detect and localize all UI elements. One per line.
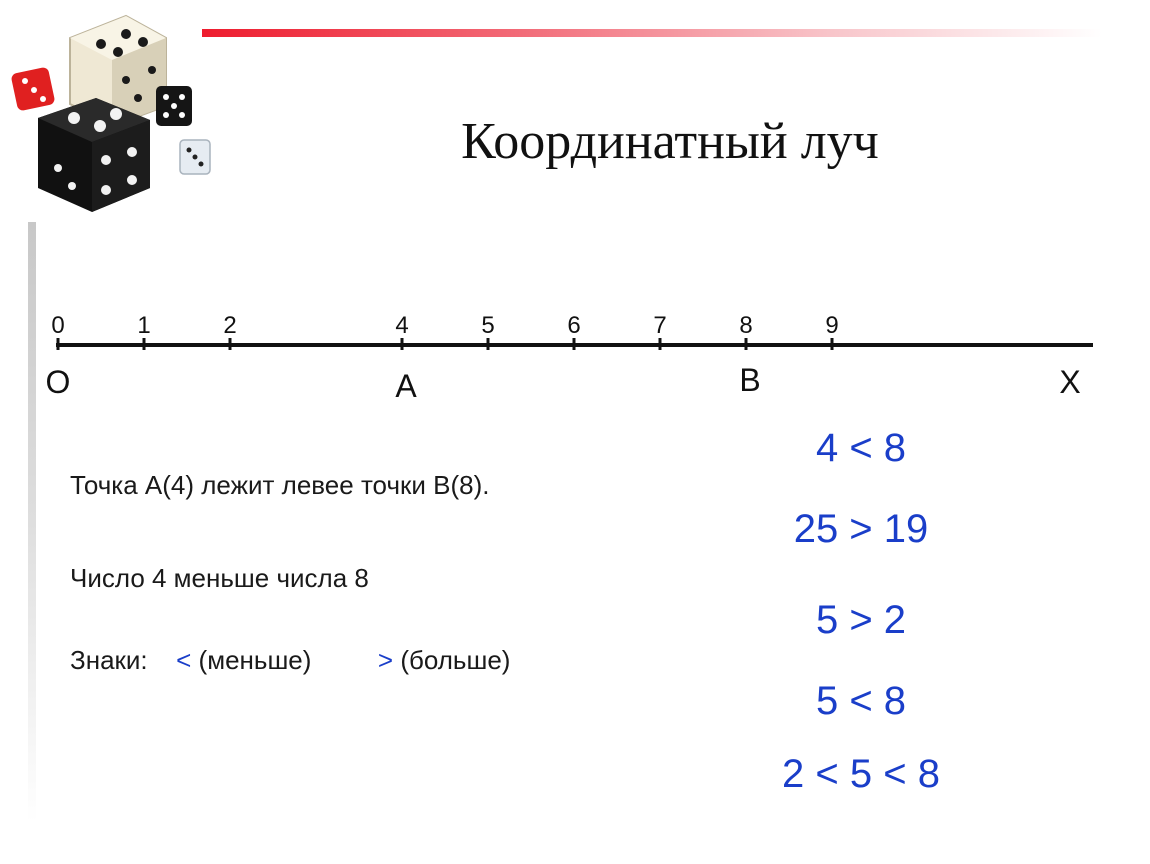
statement-signs xyxy=(70,645,510,676)
greater-text: (больше) xyxy=(400,645,511,675)
ray-tick-label-4: 4 xyxy=(395,312,409,339)
less-text: (меньше) xyxy=(198,645,312,675)
ray-point-label-b: B xyxy=(739,362,761,398)
less-sign: < xyxy=(176,645,192,675)
inequality-3: 5 > 2 xyxy=(815,598,907,642)
ray-tick-label-8: 8 xyxy=(739,312,753,339)
coordinate-ray xyxy=(0,0,1150,420)
inequality-1: 4 < 8 xyxy=(815,426,907,470)
ray-point-label-a: A xyxy=(395,368,417,404)
statement-numbers: Число 4 меньше числа 8 xyxy=(70,563,369,593)
signs-label: Знаки: xyxy=(70,645,148,675)
ray-tick-label-0: 0 xyxy=(51,312,65,339)
ray-tick-label-1: 1 xyxy=(137,312,151,339)
ray-axis-label: X xyxy=(1059,364,1081,400)
greater-sign: > xyxy=(377,645,394,675)
ray-origin-label: O xyxy=(45,364,71,400)
ray-tick-label-5: 5 xyxy=(481,312,495,339)
ray-tick-label-6: 6 xyxy=(567,312,581,339)
ray-tick-label-9: 9 xyxy=(825,312,839,339)
ray-tick-label-2: 2 xyxy=(223,312,237,339)
statement-points: Точка А(4) лежит левее точки В(8). xyxy=(70,470,490,500)
page-title: Координатный луч xyxy=(461,113,879,170)
ray-tick-label-7: 7 xyxy=(653,312,667,339)
inequality-4: 5 < 8 xyxy=(815,679,907,723)
inequality-5: 2 < 5 < 8 xyxy=(782,752,940,796)
inequality-2: 25 > 19 xyxy=(793,507,929,551)
